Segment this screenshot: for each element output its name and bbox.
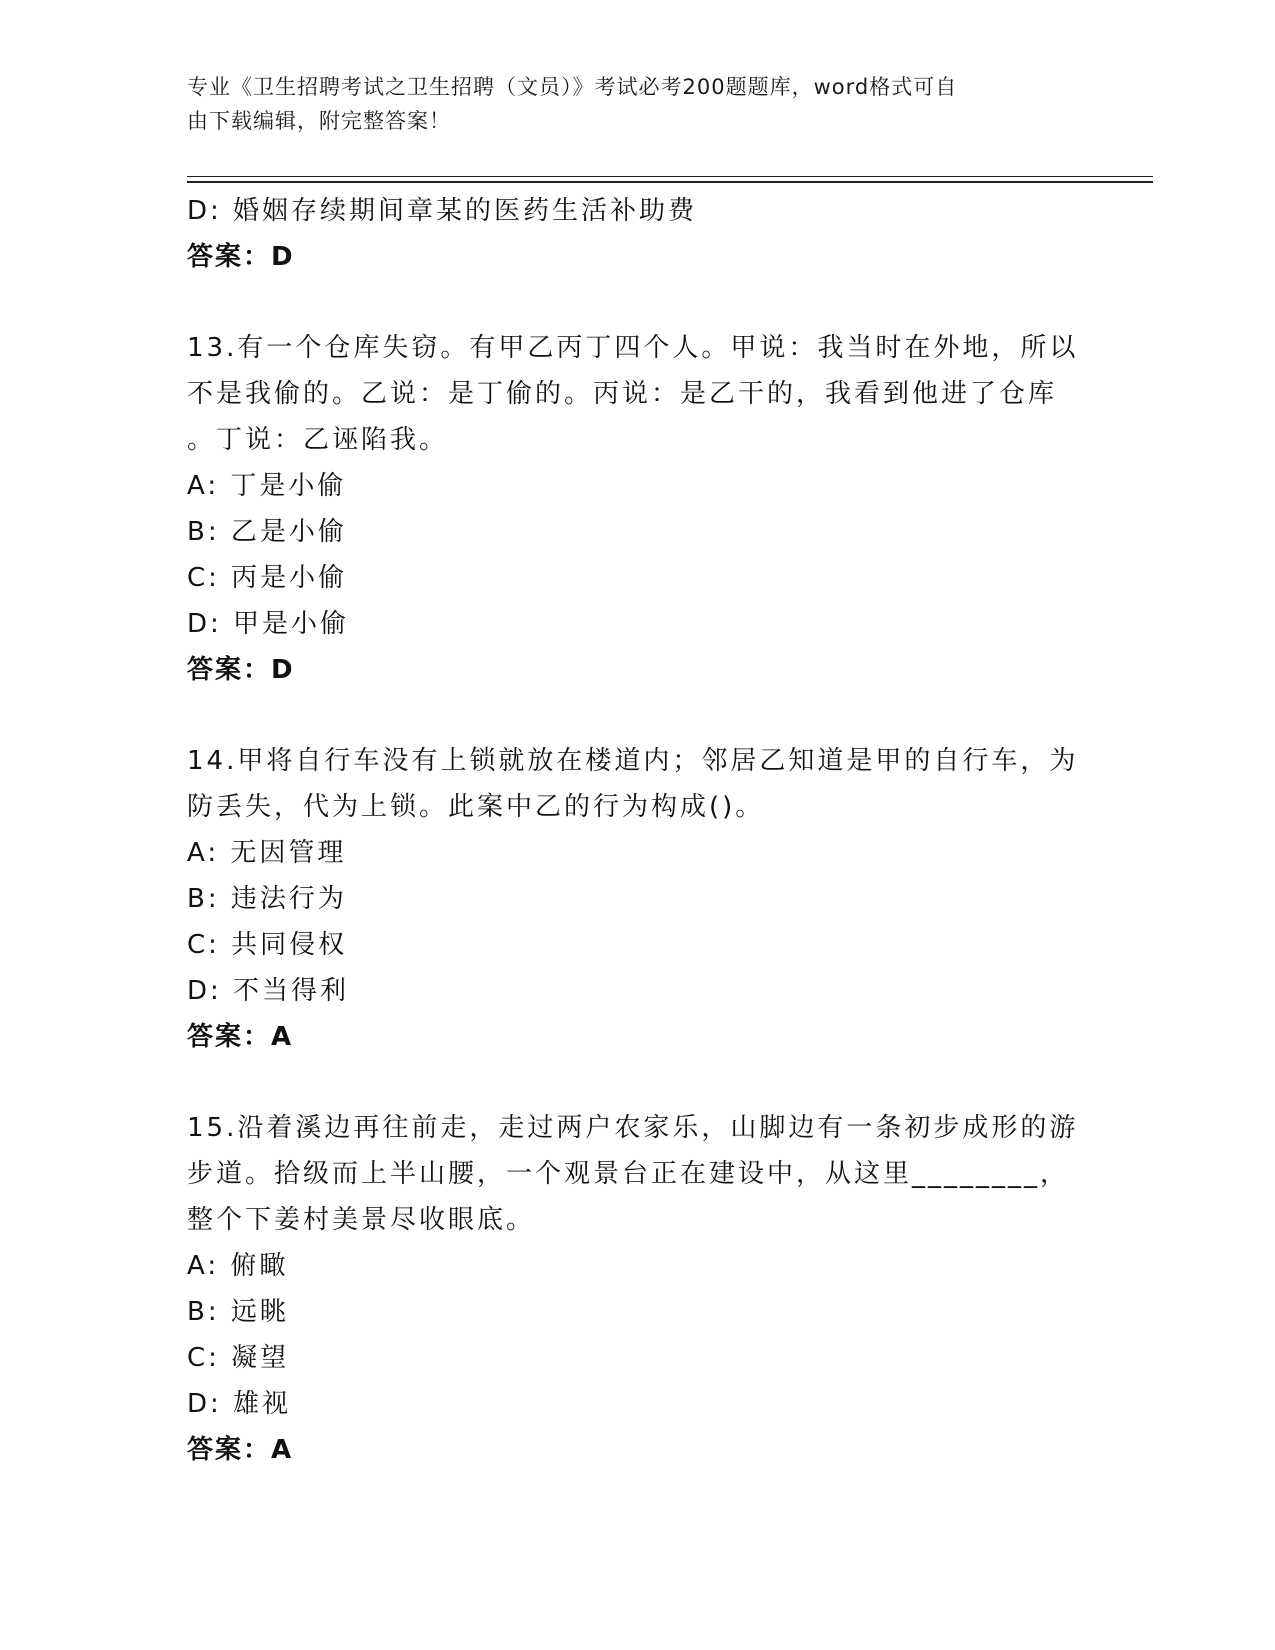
question-stem-line: 14.甲将自行车没有上锁就放在楼道内；邻居乙知道是甲的自行车，为 — [187, 746, 1079, 776]
option-a: A: 无因管理 — [187, 838, 347, 868]
question-content — [187, 188, 1087, 1473]
question-14 — [187, 738, 1087, 1060]
option-b: B: 远眺 — [187, 1297, 289, 1327]
spacer — [187, 693, 1087, 738]
question-stem-line: 13.有一个仓库失窃。有甲乙丙丁四个人。甲说：我当时在外地，所以 — [187, 333, 1079, 363]
option-a: A: 俯瞰 — [187, 1251, 289, 1281]
header-divider-thick — [187, 181, 1153, 183]
option-d: D: 甲是小偷 — [187, 609, 350, 639]
question-stem-line: 。丁说：乙诬陷我。 — [187, 425, 449, 455]
answer-label: 答案：A — [187, 1435, 294, 1465]
spacer — [187, 1060, 1087, 1105]
answer-label: 答案：A — [187, 1022, 294, 1052]
header-line-1: 专业《卫生招聘考试之卫生招聘（文员）》考试必考200题题库，word格式可自 — [187, 75, 958, 99]
question-stem-line: 不是我偷的。乙说：是丁偷的。丙说：是乙干的，我看到他进了仓库 — [187, 379, 1058, 409]
question-12-tail — [187, 188, 1087, 280]
option-c: C: 丙是小偷 — [187, 563, 348, 593]
question-13 — [187, 325, 1087, 693]
option-b: B: 违法行为 — [187, 884, 347, 914]
spacer — [187, 280, 1087, 325]
question-stem-line: 整个下姜村美景尽收眼底。 — [187, 1205, 536, 1235]
option-d: D: 婚姻存续期间章某的医药生活补助费 — [187, 196, 698, 226]
option-c: C: 凝望 — [187, 1343, 290, 1373]
option-b: B: 乙是小偷 — [187, 517, 347, 547]
question-stem-line: 步道。拾级而上半山腰，一个观景台正在建设中，从这里________， — [187, 1159, 1070, 1189]
header-line-2: 由下载编辑，附完整答案！ — [187, 109, 451, 133]
answer-label: 答案：D — [187, 655, 295, 685]
header-divider-thin — [187, 176, 1153, 177]
option-c: C: 共同侵权 — [187, 930, 348, 960]
question-15 — [187, 1105, 1087, 1473]
answer-label: 答案：D — [187, 242, 295, 272]
question-stem-line: 15.沿着溪边再往前走，走过两户农家乐，山脚边有一条初步成形的游 — [187, 1113, 1079, 1143]
option-d: D: 不当得利 — [187, 976, 350, 1006]
document-header — [187, 70, 1087, 138]
option-a: A: 丁是小偷 — [187, 471, 347, 501]
option-d: D: 雄视 — [187, 1389, 292, 1419]
question-stem-line: 防丢失，代为上锁。此案中乙的行为构成()。 — [187, 792, 765, 822]
